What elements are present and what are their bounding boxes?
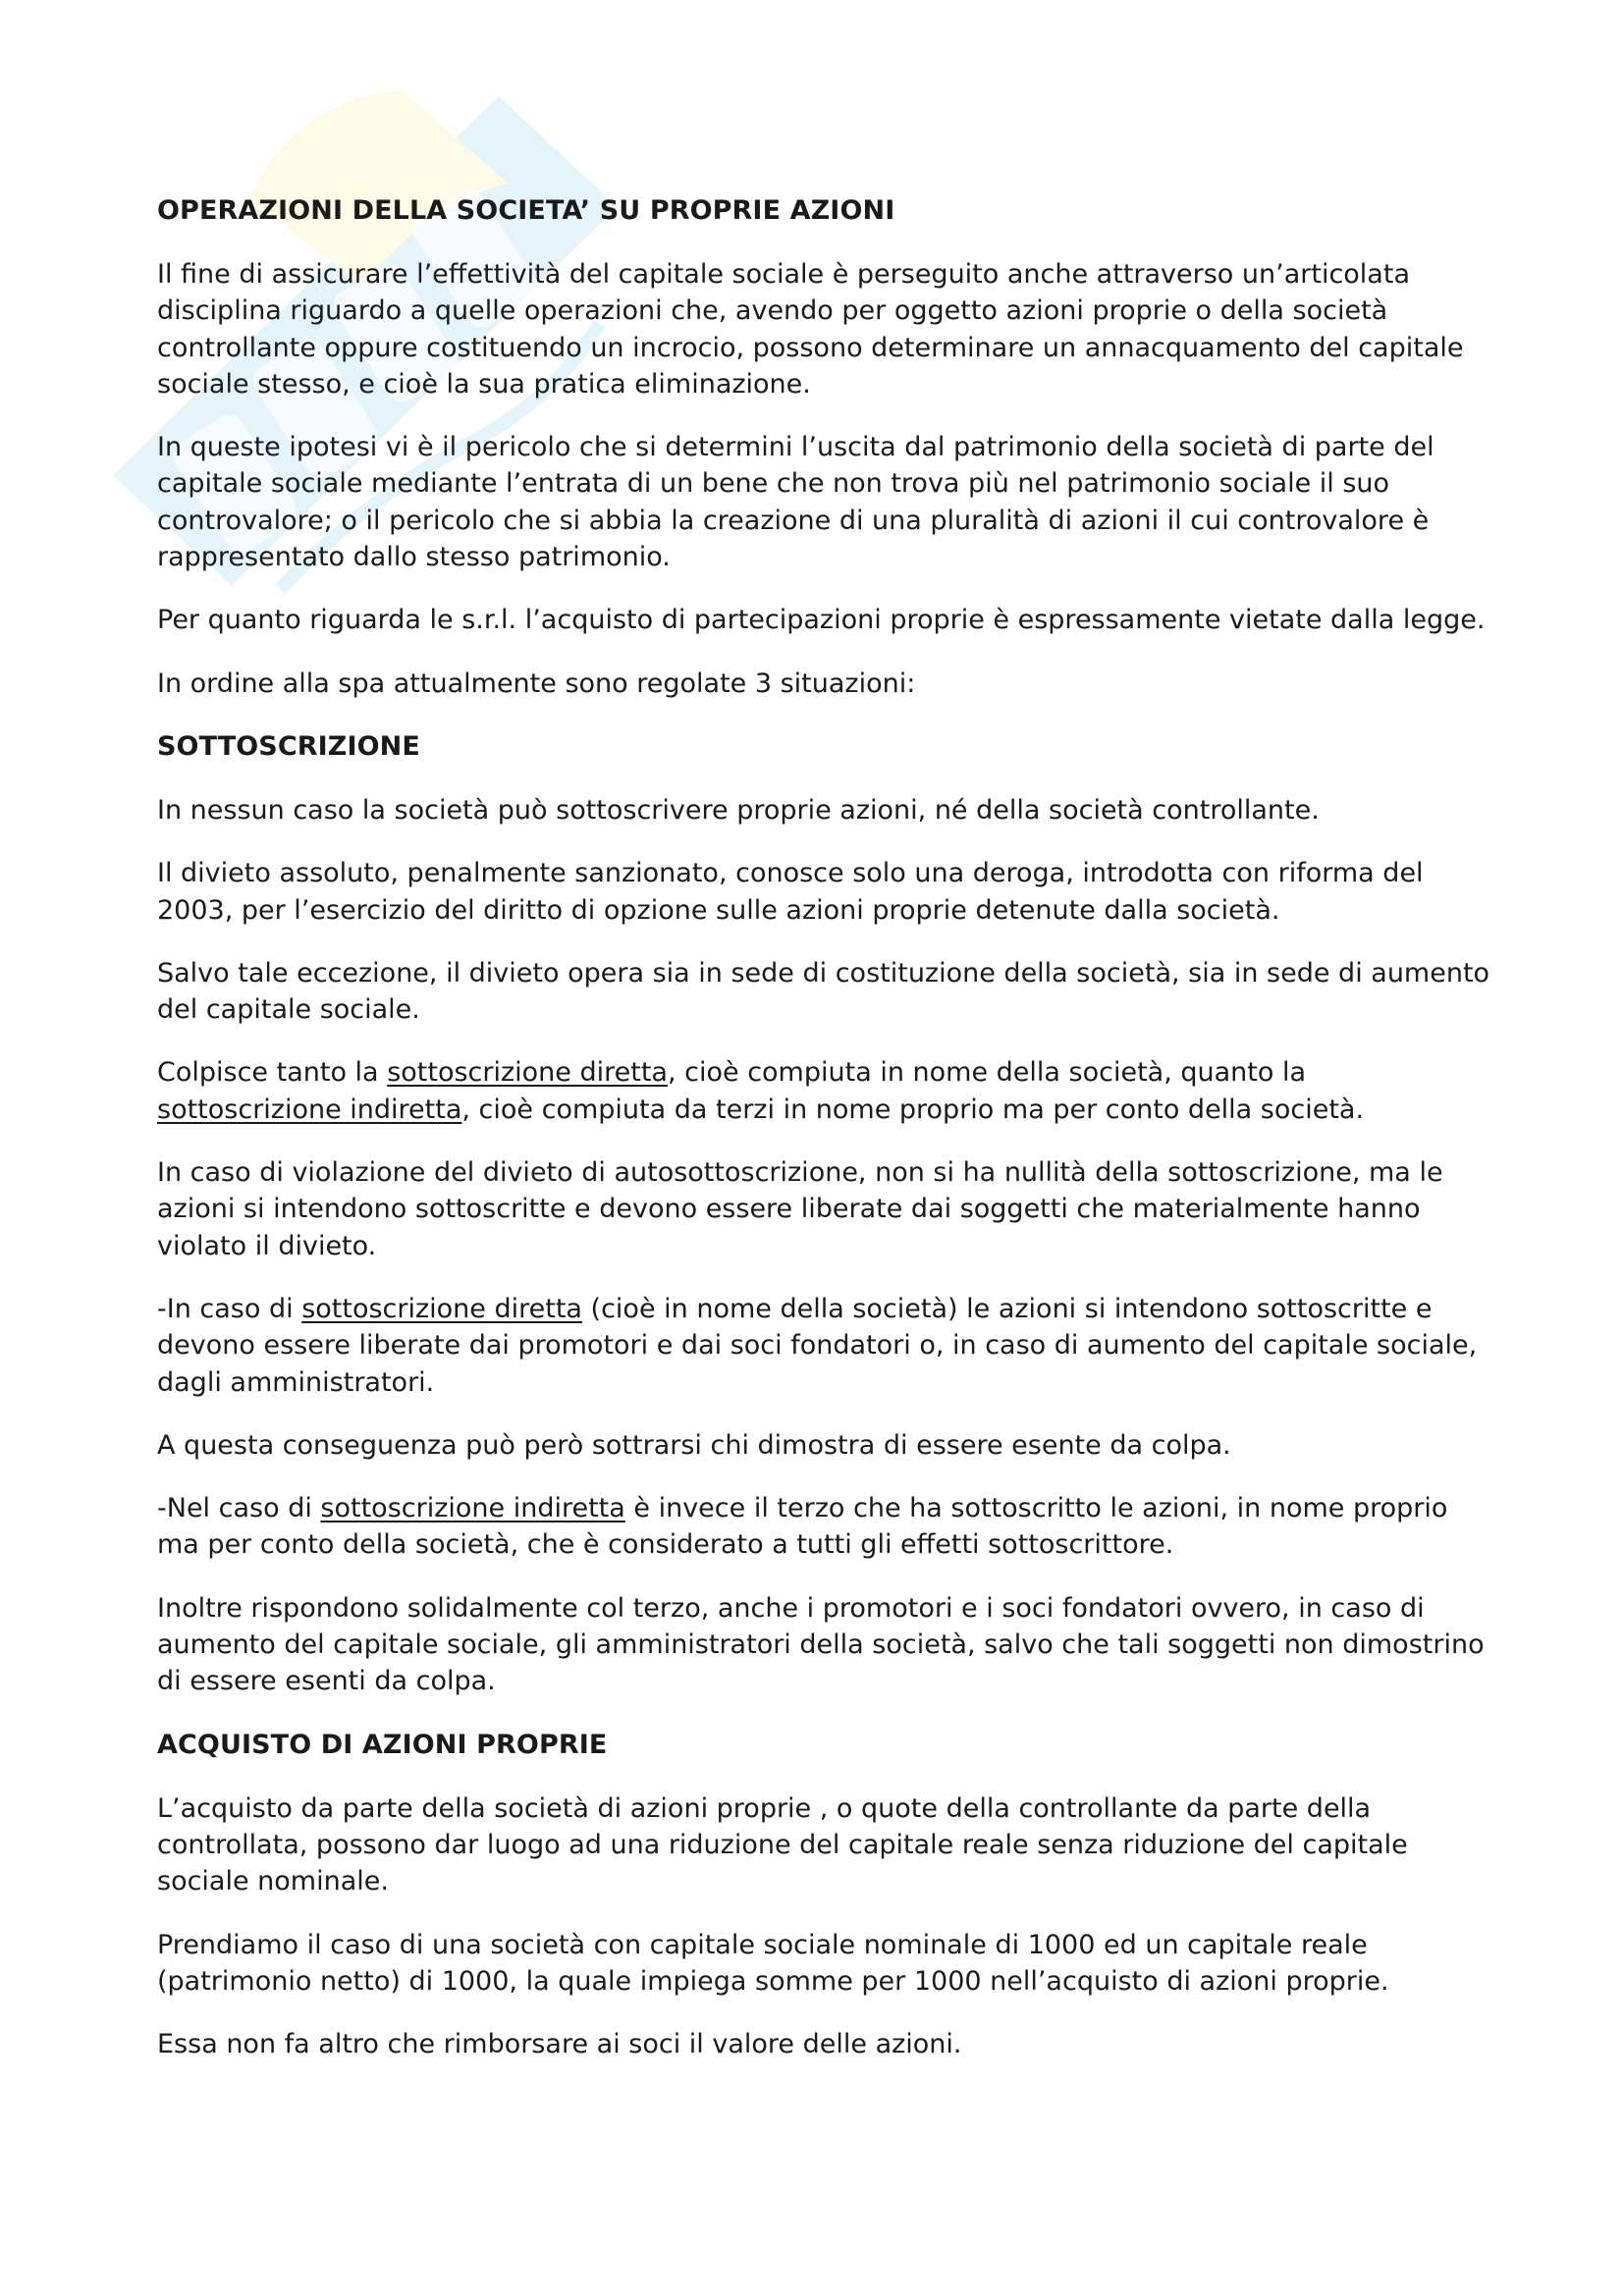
sottoscrizione-paragraph-1: In nessun caso la società può sottoscrivere proprie azioni, né della società controllante.	[157, 794, 1320, 826]
underlined-term: sottoscrizione diretta	[387, 1057, 668, 1089]
text-run: , cioè compiuta in nome della società, quanto la	[667, 1057, 1307, 1089]
underlined-term: sottoscrizione indiretta	[157, 1094, 462, 1125]
intro-paragraph-2: In queste ipotesi vi è il pericolo che si determini l’uscita dal patrimonio della società di parte del capitale sociale mediante l’entrata di un bene che non trova più nel patrimonio sociale il suo controvalore; o il pericolo che si abbia la creazione di una pluralità di azioni il cui controvalore è rappresentato dallo stesso patrimonio.	[157, 432, 1434, 573]
sottoscrizione-paragraph-5: In caso di violazione del divieto di autosottoscrizione, non si ha nullità della sottoscrizione, ma le azioni si intendono sottoscritte e devono essere liberate dai soggetti che materialmente hanno violato il divieto.	[157, 1157, 1443, 1261]
text-run: Colpisce tanto la	[157, 1057, 388, 1089]
text-run: -In caso di	[157, 1293, 302, 1324]
text-run: -Nel caso di	[157, 1493, 321, 1524]
sottoscrizione-paragraph-2: Il divieto assoluto, penalmente sanzionato, conosce solo una deroga, introdotta con riforma del 2003, per l’esercizio del diritto di opzione sulle azioni proprie detenute dalla società.	[157, 858, 1424, 926]
document-page	[157, 192, 1492, 2089]
sottoscrizione-paragraph-4	[157, 1054, 1492, 1128]
sottoscrizione-paragraph-7: A questa conseguenza può però sottrarsi chi dimostra di essere esente da colpa.	[157, 1429, 1231, 1461]
sottoscrizione-paragraph-6	[157, 1291, 1492, 1401]
intro-paragraph-3: Per quanto riguarda le s.r.l. l’acquisto di partecipazioni proprie è espressamente vietate dalla legge.	[157, 605, 1486, 636]
acquisto-paragraph-2: Prendiamo il caso di una società con capitale sociale nominale di 1000 ed un capitale reale (patrimonio netto) di 1000, la quale impiega somme per 1000 nell’acquisto di azioni proprie.	[157, 1929, 1389, 1997]
text-run: (cioè in nome della società) le azioni si intendono sottoscritte e devono essere liberate dai promotori e dai soci fondatori o, in caso di aumento del capitale sociale, dagli amministratori.	[157, 1293, 1478, 1398]
underlined-term: sottoscrizione diretta	[301, 1293, 582, 1324]
sottoscrizione-paragraph-8	[157, 1490, 1492, 1564]
page-title: OPERAZIONI DELLA SOCIETA’ SU PROPRIE AZIONI	[157, 195, 895, 226]
intro-paragraph-4: In ordine alla spa attualmente sono regolate 3 situazioni:	[157, 667, 916, 699]
text-run: , cioè compiuta da terzi in nome proprio ma per conto della società.	[461, 1094, 1365, 1125]
text-run: è invece il terzo che ha sottoscritto le azioni, in nome proprio ma per conto della società, che è considerato a tutti gli effetti sottoscrittore.	[157, 1493, 1448, 1561]
intro-paragraph-1: Il fine di assicurare l’effettività del capitale sociale è perseguito anche attraverso un’articolata disciplina riguardo a quelle operazioni che, avendo per oggetto azioni proprie o della società controllante oppure costituendo un incrocio, possono determinare un annacquamento del capitale sociale stesso, e cioè la sua pratica eliminazione.	[157, 259, 1464, 400]
sottoscrizione-paragraph-3: Salvo tale eccezione, il divieto opera sia in sede di costituzione della società, sia in sede di aumento del capitale sociale.	[157, 957, 1490, 1026]
acquisto-paragraph-3: Essa non fa altro che rimborsare ai soci il valore delle azioni.	[157, 2029, 962, 2060]
section-heading-acquisto: ACQUISTO DI AZIONI PROPRIE	[157, 1729, 608, 1760]
underlined-term: sottoscrizione indiretta	[320, 1493, 625, 1524]
sottoscrizione-paragraph-9: Inoltre rispondono solidalmente col terzo, anche i promotori e i soci fondatori ovvero, in caso di aumento del capitale sociale, gli amministratori della società, salvo che tali soggetti non dimostrino di essere esenti da colpa.	[157, 1592, 1485, 1697]
section-heading-sottoscrizione: SOTTOSCRIZIONE	[157, 730, 420, 762]
acquisto-paragraph-1: L’acquisto da parte della società di azioni proprie , o quote della controllante da parte della controllata, possono dar luogo ad una riduzione del capitale reale senza riduzione del capitale sociale nominale.	[157, 1792, 1408, 1897]
